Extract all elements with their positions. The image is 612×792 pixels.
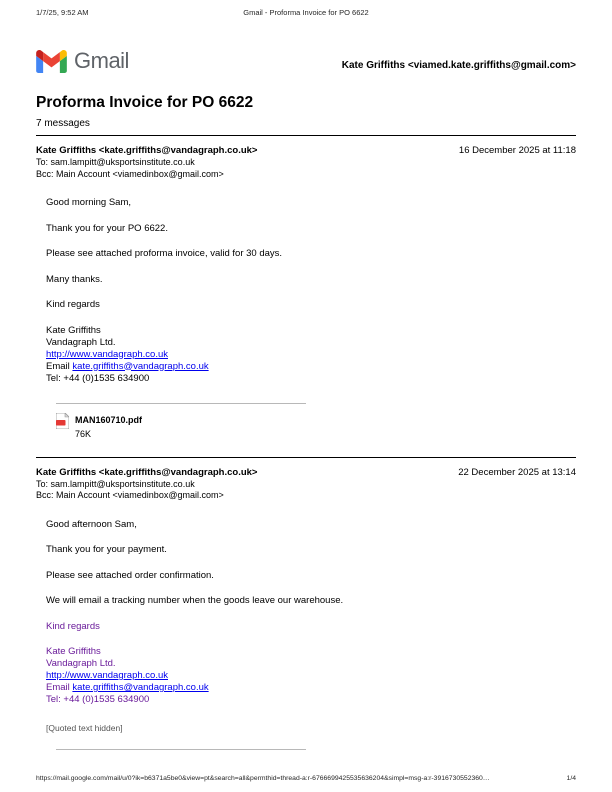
website-link[interactable]: http://www.vandagraph.co.uk [46, 670, 168, 681]
footer-url: https://mail.google.com/mail/u/0?ik=b6371a5be0&view=pt&search=all&permthid=thread-a:r-6766699425535636204&simpl=msg-a:r-3916730552360… [36, 775, 490, 782]
body-paragraph: Good afternoon Sam, [46, 518, 137, 530]
account-email: Kate Griffiths <viamed.kate.griffiths@gmail.com> [341, 60, 576, 71]
signature-block [46, 646, 576, 706]
signature-name: Kate Griffiths [46, 646, 101, 657]
gmail-m-icon [36, 50, 67, 73]
attachment-divider [56, 403, 306, 404]
signature-email-line [46, 682, 576, 694]
signature-website-line [46, 670, 576, 682]
attachment-texts [75, 413, 142, 441]
message-2-header [36, 467, 576, 479]
bcc-line: Bcc: Main Account <viamedinbox@gmail.com> [36, 490, 224, 500]
pdf-attachment-icon [56, 413, 69, 434]
to-line: To: sam.lampitt@uksportsinstitute.co.uk [36, 157, 195, 167]
body-paragraph: Thank you for your payment. [46, 544, 167, 555]
sender-name: Kate Griffiths <kate.griffiths@vandagraph.co.uk> [36, 466, 258, 478]
message-2 [36, 467, 576, 750]
signature-block [46, 325, 576, 385]
signature-name: Kate Griffiths [46, 324, 101, 336]
print-doc-title: Gmail - Proforma Invoice for PO 6622 [243, 8, 369, 17]
message-date: 16 December 2025 at 11:18 [458, 145, 576, 156]
print-datetime: 1/7/25, 9:52 AM [36, 8, 89, 17]
body-paragraph: Please see attached proforma invoice, valid for 30 days. [46, 248, 283, 259]
body-paragraph: We will email a tracking number when the goods leave our warehouse. [46, 595, 344, 606]
message-date: 22 December 2025 at 13:14 [458, 466, 576, 478]
email-label: Email [46, 360, 73, 372]
website-link[interactable]: http://www.vandagraph.co.uk [46, 348, 168, 360]
quoted-text-hidden: [Quoted text hidden] [46, 723, 123, 733]
attachment-name: MAN160710.pdf [75, 414, 143, 425]
message-divider [36, 457, 576, 458]
to-line: To: sam.lampitt@uksportsinstitute.co.uk [36, 478, 195, 489]
footer-page-number: 1/4 [566, 775, 576, 782]
signature-company: Vandagraph Ltd. [46, 336, 116, 348]
sender-name: Kate Griffiths <kate.griffiths@vandagraph.co.uk> [36, 145, 258, 156]
message-1 [36, 145, 576, 441]
message-1-body [46, 197, 576, 441]
attachment-item[interactable] [56, 413, 576, 441]
page-title: Proforma Invoice for PO 6622 [36, 94, 254, 111]
message-1-header [36, 145, 576, 157]
body-paragraph: Thank you for your PO 6622. [46, 222, 168, 234]
message-2-body [46, 519, 576, 750]
gmail-wordmark: Gmail [74, 48, 129, 73]
body-paragraph: Please see attached order confirmation. [46, 569, 214, 581]
email-link[interactable]: kate.griffiths@vandagraph.co.uk [72, 360, 209, 372]
thread-divider [36, 135, 576, 136]
message-count: 7 messages [36, 118, 90, 129]
bcc-line: Bcc: Main Account <viamedinbox@gmail.com> [36, 168, 224, 179]
body-paragraph: Many thanks. [46, 273, 103, 285]
print-footer [36, 775, 576, 782]
gmail-logo [36, 48, 129, 74]
signature-company: Vandagraph Ltd. [46, 658, 116, 669]
end-divider [56, 749, 306, 750]
email-label: Email [46, 682, 73, 693]
signature-tel: Tel: +44 (0)1535 634900 [46, 372, 150, 384]
email-link[interactable]: kate.griffiths@vandagraph.co.uk [72, 682, 209, 693]
gmail-header [36, 48, 576, 74]
attachment-size: 76K [75, 429, 92, 439]
body-paragraph-quoted: Kind regards [46, 620, 100, 632]
signature-email-line [46, 361, 576, 373]
body-paragraph: Kind regards [46, 299, 100, 310]
signature-website-line [46, 349, 576, 361]
body-paragraph: Good morning Sam, [46, 197, 132, 208]
signature-tel: Tel: +44 (0)1535 634900 [46, 694, 150, 705]
print-header [36, 8, 576, 18]
